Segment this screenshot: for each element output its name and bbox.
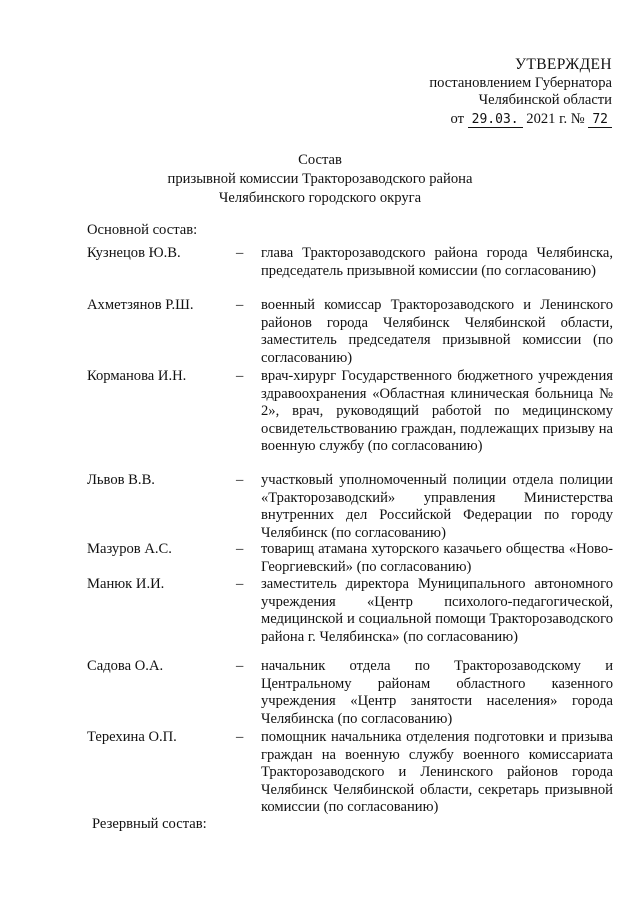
approval-year: 2021 г. № [526,110,585,127]
approval-number: 72 [588,113,612,128]
approval-heading: УТВЕРЖДЕН [514,56,612,73]
title-line-1: Состав [298,152,342,168]
member-description: глава Тракторозаводского района города Челябинска, председатель призывной комиссии (по согласованию) [261,245,613,279]
member-name: Мазуров А.С. [87,541,172,557]
approval-stamp [380,56,612,128]
member-dash: – [236,658,244,674]
member-dash: – [236,576,244,592]
title-line-2: призывной комиссии Тракторозаводского района [167,171,473,187]
member-description: военный комиссар Тракторозаводского и Ленинского районов города Челябинск Челябинской области, заместитель председателя призывной комиссии (по согласованию) [261,297,613,366]
member-name: Садова О.А. [87,658,164,674]
member-description: товарищ атамана хуторского казачьего общества «Ново-Георгиевский» (по согласованию) [261,541,613,575]
member-dash: – [236,472,244,488]
member-dash: – [236,297,244,313]
approval-prefix: от [450,110,464,127]
member-dash: – [236,245,244,261]
member-name: Терехина О.П. [87,729,177,745]
title-line-3: Челябинского городского округа [218,190,422,206]
member-dash: – [236,729,244,745]
member-name: Кузнецов Ю.В. [87,245,181,261]
member-dash: – [236,541,244,557]
member-name: Корманова И.Н. [87,368,187,384]
member-name: Манюк И.И. [87,576,165,592]
approval-authority: постановлением Губернатора [429,74,612,91]
member-dash: – [236,368,244,384]
member-name: Львов В.В. [87,472,155,488]
member-description: помощник начальника отделения подготовки и призыва граждан на военную службу военного комиссариата Тракторозаводского и Ленинского районов города Челябинск Челябинской области, секретарь призывной комиссии (по согласованию) [261,729,613,815]
reserve-section-label: Резервный состав: [92,816,207,832]
approval-date-line [380,111,612,129]
member-description: заместитель директора Муниципального автономного учреждения «Центр психолого-педагогической, медицинской и социальной помощи Тракторозаводского района г. Челябинска» (по согласованию) [261,576,613,645]
member-description: начальник отдела по Тракторозаводскому и Центральному районам областного казенного учреждения «Центр занятости населения» города Челябинска (по согласованию) [261,658,613,727]
member-description: врач-хирург Государственного бюджетного учреждения здравоохранения «Областная клиническая больница № 2», врач, руководящий работой по медицинскому освидетельствованию граждан, подлежащих призыву на военную службу (по согласованию) [261,368,613,454]
document-title [90,151,550,208]
approval-date: 29.03. [468,113,523,128]
member-name: Ахметзянов Р.Ш. [87,297,194,313]
approval-region: Челябинской области [478,92,612,108]
main-section-label: Основной состав: [87,222,198,238]
member-description: участковый уполномоченный полиции отдела полиции «Тракторозаводский» управления Министерства внутренних дел Российской Федерации по городу Челябинск (по согласованию) [261,472,613,541]
